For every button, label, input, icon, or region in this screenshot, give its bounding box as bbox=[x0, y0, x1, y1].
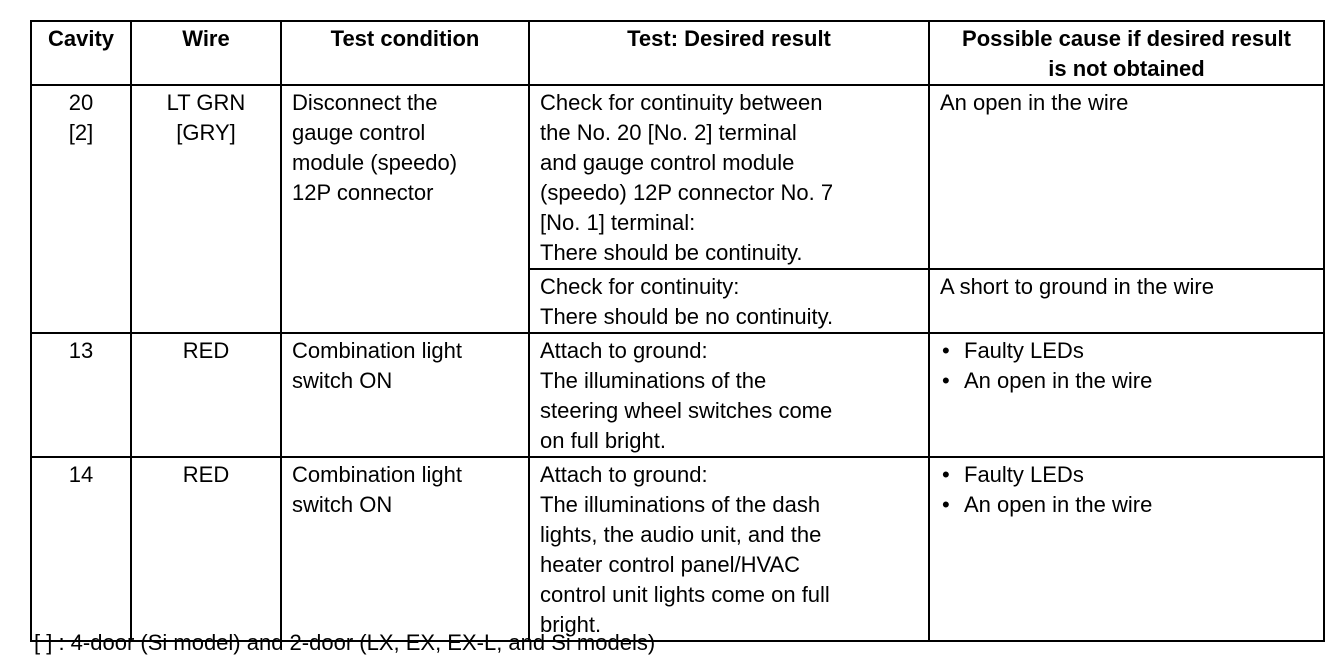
cavity-cell: 13 bbox=[31, 333, 131, 457]
desired-result-cell: Attach to ground: The illuminations of the steering wheel switches come on full bright. bbox=[529, 333, 929, 457]
list-item: • Faulty LEDs bbox=[940, 460, 1317, 490]
wire-cell: LT GRN [GRY] bbox=[131, 85, 281, 333]
list-item: • An open in the wire bbox=[940, 490, 1317, 520]
header-test-condition: Test condition bbox=[281, 21, 529, 85]
cavity-cell: 20 [2] bbox=[31, 85, 131, 333]
desired-result-cell: Check for continuity: There should be no continuity. bbox=[529, 269, 929, 333]
desired-result-cell: Check for continuity between the No. 20 [No. 2] terminal and gauge control module (speedo) 12P connector No. 7 [No. 1] terminal: There should be continuity. bbox=[529, 85, 929, 269]
list-item: • Faulty LEDs bbox=[940, 336, 1317, 366]
header-wire: Wire bbox=[131, 21, 281, 85]
wire-test-table bbox=[30, 20, 1325, 642]
wire-cell: RED bbox=[131, 333, 281, 457]
list-item: • An open in the wire bbox=[940, 366, 1317, 396]
header-cavity: Cavity bbox=[31, 21, 131, 85]
table-row-cavity-14 bbox=[31, 457, 1324, 641]
possible-cause-cell bbox=[929, 333, 1324, 457]
desired-result-cell: Attach to ground: The illuminations of the dash lights, the audio unit, and the heater control panel/HVAC control unit lights come on full bright. bbox=[529, 457, 929, 641]
header-row bbox=[31, 21, 1324, 85]
possible-cause-cell: An open in the wire bbox=[929, 85, 1324, 269]
header-desired-result: Test: Desired result bbox=[529, 21, 929, 85]
footnote: [ ] : 4-door (Si model) and 2-door (LX, EX, EX-L, and Si models) bbox=[34, 630, 656, 655]
cause-list bbox=[940, 460, 1317, 520]
test-condition-cell: Combination light switch ON bbox=[281, 457, 529, 641]
possible-cause-cell bbox=[929, 457, 1324, 641]
header-possible-cause: Possible cause if desired result is not obtained bbox=[929, 21, 1324, 85]
cavity-cell: 14 bbox=[31, 457, 131, 641]
test-condition-cell: Disconnect the gauge control module (speedo) 12P connector bbox=[281, 85, 529, 333]
cause-list bbox=[940, 336, 1317, 396]
test-condition-cell: Combination light switch ON bbox=[281, 333, 529, 457]
table-row-cavity-13 bbox=[31, 333, 1324, 457]
table-row-cavity-20 bbox=[31, 85, 1324, 269]
possible-cause-cell: A short to ground in the wire bbox=[929, 269, 1324, 333]
wire-cell: RED bbox=[131, 457, 281, 641]
